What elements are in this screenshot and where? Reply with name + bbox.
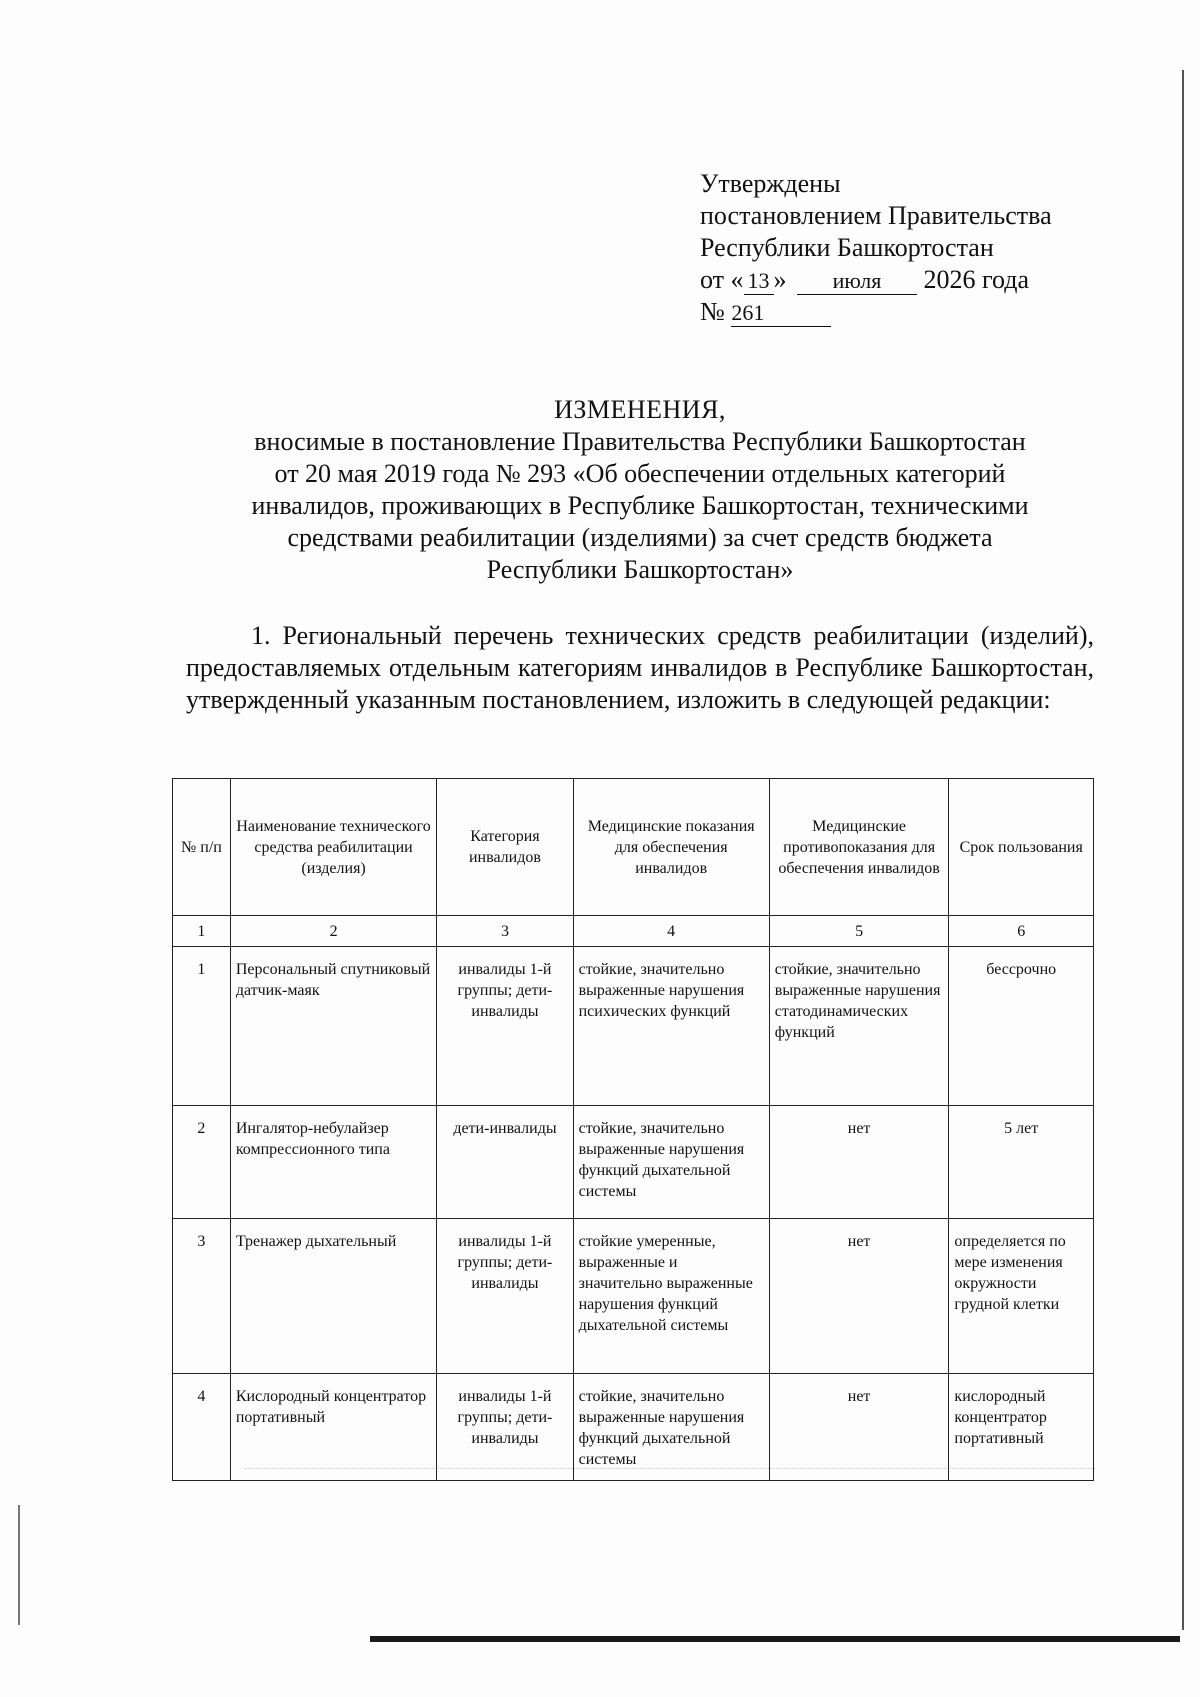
title-line-1: вносимые в постановление Правительства Республики Башкортостан (254, 427, 1026, 456)
title-line-4: средствами реабилитации (изделиями) за счет средств бюджета (287, 523, 993, 552)
table-row (173, 1106, 1094, 1219)
row-category: дети-инвалиды (437, 1106, 573, 1219)
intro-section (186, 620, 1094, 716)
approval-line-2: постановлением Правительства (700, 201, 1052, 230)
row-name: Кислородный концентратор портативный (230, 1374, 437, 1481)
number-prefix: № (700, 297, 732, 326)
title-line-3: инвалидов, проживающих в Республике Башкортостан, техническими (251, 491, 1029, 520)
table-header-row (173, 779, 1094, 916)
header-name: Наименование технического средства реабилитации (изделия) (230, 779, 437, 916)
row-num: 3 (173, 1219, 231, 1374)
title-main: ИЗМЕНЕНИЯ, (554, 395, 726, 424)
row-term: бессрочно (949, 947, 1094, 1106)
row-indications: стойкие, значительно выраженные нарушения функций дыхательной системы (573, 1374, 769, 1481)
header-contraindications: Медицинские противопоказания для обеспечения инвалидов (769, 779, 949, 916)
row-category: инвалиды 1-й группы; дети-инвалиды (437, 947, 573, 1106)
column-numbers-row (173, 916, 1094, 947)
rehabilitation-means-table (172, 778, 1094, 1481)
column-number: 6 (949, 916, 1094, 947)
approval-line-1: Утверждены (700, 169, 841, 198)
date-month: июля (797, 268, 917, 295)
row-num: 2 (173, 1106, 231, 1219)
title-line-5: Республики Башкортостан» (486, 555, 794, 584)
number-value: 261 (731, 300, 831, 327)
approval-date (700, 264, 1120, 296)
header-num: № п/п (173, 779, 231, 916)
table-row (173, 1374, 1094, 1481)
column-number: 2 (230, 916, 437, 947)
scan-bottom-line (370, 1636, 1180, 1642)
table-row (173, 947, 1094, 1106)
row-term: кислородный концентратор портативный (949, 1374, 1094, 1481)
approval-number (700, 296, 1120, 328)
row-indications: стойкие, значительно выраженные нарушения функций дыхательной системы (573, 1106, 769, 1219)
date-mid: » (773, 265, 787, 294)
row-num: 1 (173, 947, 231, 1106)
row-term: определяется по мере изменения окружности грудной клетки (949, 1219, 1094, 1374)
row-contraindications: нет (769, 1374, 949, 1481)
column-number: 3 (437, 916, 573, 947)
row-name: Персональный спутниковый датчик-маяк (230, 947, 437, 1106)
header-category: Категория инвалидов (437, 779, 573, 916)
row-name: Тренажер дыхательный (230, 1219, 437, 1374)
header-term: Срок пользования (949, 779, 1094, 916)
date-year: 2026 года (923, 265, 1030, 294)
column-number: 4 (573, 916, 769, 947)
row-category: инвалиды 1-й группы; дети-инвалиды (437, 1374, 573, 1481)
table-row (173, 1219, 1094, 1374)
date-prefix: от « (700, 265, 744, 294)
row-indications: стойкие, значительно выраженные нарушения психических функций (573, 947, 769, 1106)
row-term: 5 лет (949, 1106, 1094, 1219)
header-indications: Медицинские показания для обеспечения инвалидов (573, 779, 769, 916)
title-line-2: от 20 мая 2019 года № 293 «Об обеспечении отдельных категорий (274, 459, 1006, 488)
row-indications: стойкие умеренные, выраженные и значительно выраженные нарушения функций дыхательной системы (573, 1219, 769, 1374)
column-number: 1 (173, 916, 231, 947)
row-category: инвалиды 1-й группы; дети-инвалиды (437, 1219, 573, 1374)
date-day: 13 (744, 268, 774, 295)
approval-line-3: Республики Башкортостан (700, 233, 994, 262)
row-contraindications: стойкие, значительно выраженные нарушения статодинамических функций (769, 947, 949, 1106)
row-contraindications: нет (769, 1106, 949, 1219)
scan-edge-right (1182, 70, 1184, 1630)
document-title (180, 394, 1100, 586)
scan-edge-left (18, 1505, 20, 1625)
row-contraindications: нет (769, 1219, 949, 1374)
approval-block (700, 168, 1120, 328)
intro-paragraph: 1. Региональный перечень технических средств реабилитации (изделий), предоставляемых отдельным категориям инвалидов в Республике Башкортостан, утвержденный указанным постановлением, изложить в следующей редакции: (186, 621, 1094, 714)
row-num: 4 (173, 1374, 231, 1481)
column-number: 5 (769, 916, 949, 947)
row-name: Ингалятор-небулайзер компрессионного типа (230, 1106, 437, 1219)
